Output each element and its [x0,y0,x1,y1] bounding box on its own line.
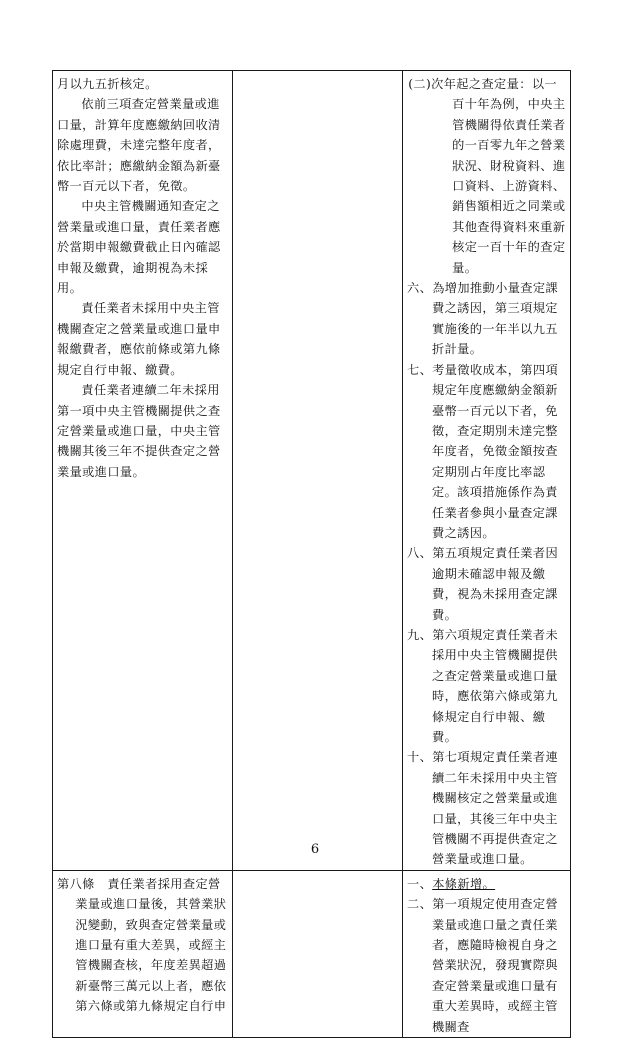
item-label: 七、 [407,362,433,377]
page-number: 6 [310,842,320,857]
item-text: 第一項規定使用查定營業量或進口量之責任業者，應隨時檢視自身之營業狀況，發現實際與查定營業量或進口量有重大差異時，或經主管機關查 [432,897,559,1034]
new-article-note: 本條新增。 [432,876,496,891]
item-label: 十、 [407,750,433,765]
comparison-table [52,70,571,1038]
explanation-cell [403,71,571,871]
item-text: 考量徵收成本，第四項規定年度應繳納金額新臺幣一百元以下者，免徵，查定期別未達完整年度者，免徵金額按查定期別占年度比率認定。該項措施係作為責任業者參與小量查定課費之誘因。 [432,362,559,540]
item-label: 二、 [407,897,433,912]
current-provision-cell [233,71,403,871]
provision-paragraph: 依前三項查定營業量或進口量，計算年度應繳納回收清除處理費，未達完整年度者，依比率計；應繳納金額為新臺幣一百元以下者，免徵。 [57,97,221,194]
explanation-item [407,74,566,278]
explanation-item [407,625,566,747]
new-provision-cell [53,71,233,871]
item-label: 八、 [407,546,433,561]
explanation-item [407,874,566,894]
item-label: 一、 [407,876,433,891]
item-text: 第五項規定責任業者因逾期未確認申報及繳費，視為未採用查定課費。 [432,546,559,622]
provision-paragraph: 月以九五折核定。 [57,77,158,91]
article-eight-text: 第八條 責任業者採用查定營業量或進口量後，其營業狀況變動，致與查定營業量或進口量有重大差異，或經主管機關查核，年度差異超過新臺幣三萬元以上者，應依第六條或第九條規定自行申 [57,876,227,1014]
provision-paragraph: 責任業者連續二年未採用第一項中央主管機關提供之查定營業量或進口量，中央主管機關其後三年不提供查定之營業量或進口量。 [57,383,221,479]
provision-paragraph: 中央主管機關通知查定之營業量或進口量，責任業者應於當期申報繳費截止日內確認申報及繳費，逾期視為未採用。 [57,199,221,296]
new-provision-cell [53,870,233,1037]
table-row [53,71,571,871]
item-text: 第六項規定責任業者未採用中央主管機關提供之查定營業量或進口量時，應依第六條或第九條規定自行申報、繳費。 [432,627,559,744]
explanation-item [407,360,566,544]
provision-paragraph: 責任業者未採用中央主管機關查定之營業量或進口量申報繳費者，應依前條或第九條規定自行申報、繳費。 [57,301,221,377]
item-text: 為增加推動小量查定課費之誘因，第三項規定實施後的一年半以九五折計量。 [432,281,559,357]
explanation-item [407,278,566,360]
item-label: (二) [408,77,432,91]
explanation-item [407,894,566,1037]
item-label: 六、 [407,281,433,296]
item-text: 第七項規定責任業者連續二年未採用中央主管機關核定之營業量或進口量，其後三年中央主管機關不再提供查定之營業量或進口量。 [432,750,559,867]
item-text: 次年起之查定量：以一百十年為例，中央主管機關得依責任業者的一百零九年之營業狀況、財稅資料、進口資料、上游資料、銷售額相近之同業或其他查得資料來重新核定一百十年的查定量。 [431,77,566,275]
item-label: 九、 [407,627,433,642]
table-row [53,870,571,1037]
current-provision-cell [233,870,403,1037]
explanation-cell [403,870,571,1037]
explanation-item [407,543,566,625]
